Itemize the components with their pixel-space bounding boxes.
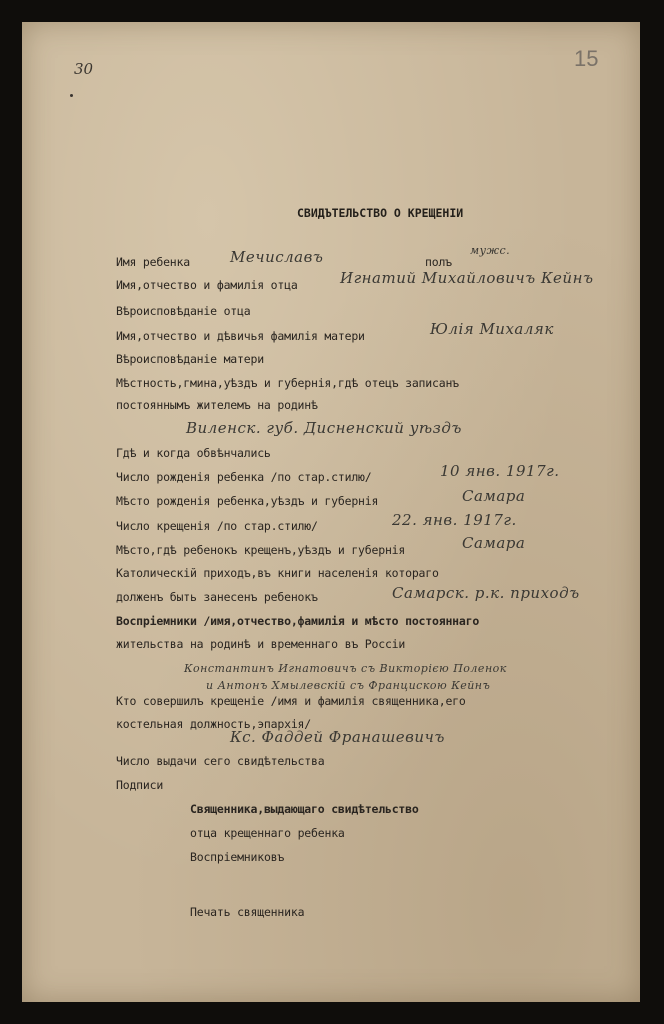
child-name-label: Имя ребенка bbox=[116, 255, 190, 269]
father-religion-label: Вѣроисповѣданіе отца bbox=[116, 304, 251, 318]
marriage-label: Гдѣ и когда обвѣнчались bbox=[116, 446, 271, 460]
document-title: СВИДЪТЕЛЬСТВО О КРЕЩЕНІИ bbox=[297, 206, 464, 220]
birth-place-value: Самара bbox=[462, 487, 526, 505]
parish-label-line1: Католическій приходъ,въ книги населенія котораго bbox=[116, 566, 439, 580]
birth-date-label: Число рожденія ребенка /по стар.стилю/ bbox=[116, 470, 372, 484]
parish-value: Самарск. р.к. приходъ bbox=[392, 584, 580, 602]
godparents-label-line2: жительства на родинѣ и временнаго въ Россіи bbox=[116, 637, 406, 651]
signatures-label: Подписи bbox=[116, 778, 164, 792]
sex-label: полъ bbox=[425, 255, 452, 269]
baptism-date-value: 22. янв. 1917г. bbox=[392, 511, 517, 529]
godparents-value-line2: и Антонъ Хмылевскій съ Францискою Кейнъ bbox=[206, 679, 491, 692]
residence-label-line1: Мѣстность,гмина,уѣздъ и губернія,гдѣ отецъ записанъ bbox=[116, 376, 459, 390]
page-number: 30 bbox=[74, 60, 94, 78]
father-value: Игнатий Михайловичъ Кейнъ bbox=[340, 269, 594, 287]
baptism-place-value: Самара bbox=[462, 534, 526, 552]
mother-religion-label: Вѣроисповѣданіе матери bbox=[116, 352, 264, 366]
godparents-label-line1: Воспріемники /имя,отчество,фамилія и мѣсто постояннаго bbox=[116, 614, 480, 628]
seal-label: Печать священника bbox=[190, 905, 305, 919]
signature-godparents-label: Воспріемниковъ bbox=[190, 850, 285, 864]
archive-number: 15 bbox=[574, 46, 599, 71]
baptism-place-label: Мѣсто,гдѣ ребенокъ крещенъ,уѣздъ и губернія bbox=[116, 543, 406, 557]
mother-value: Юлія Михаляк bbox=[430, 320, 554, 338]
baptism-date-label: Число крещенія /по стар.стилю/ bbox=[116, 519, 318, 533]
godparents-value-line1: Константинъ Игнатовичъ съ Викторією Поленок bbox=[184, 662, 507, 675]
priest-label-line1: Кто совершилъ крещеніе /имя и фамилія священника,его bbox=[116, 694, 466, 708]
priest-value: Кс. Фаддей Франашевичъ bbox=[230, 728, 445, 746]
signature-father-label: отца крещеннаго ребенка bbox=[190, 826, 345, 840]
residence-value: Виленск. губ. Дисненский уѣздъ bbox=[186, 419, 462, 437]
issue-date-label: Число выдачи сего свидѣтельства bbox=[116, 754, 325, 768]
mother-label: Имя,отчество и дѣвичья фамилія матери bbox=[116, 329, 365, 343]
parish-label-line2: долженъ быть занесенъ ребенокъ bbox=[116, 590, 318, 604]
sex-value: мужс. bbox=[470, 244, 511, 257]
birth-date-value: 10 янв. 1917г. bbox=[440, 462, 560, 480]
child-name-value: Мечиславъ bbox=[230, 248, 324, 266]
priest-label-line2: костельная должность,эпархія/ bbox=[116, 717, 311, 731]
signature-priest-label: Священника,выдающаго свидѣтельство bbox=[190, 802, 419, 816]
residence-label-line2: постояннымъ жителемъ на родинѣ bbox=[116, 398, 318, 412]
birth-place-label: Мѣсто рожденія ребенка,уѣздъ и губернія bbox=[116, 494, 379, 508]
ink-dot bbox=[70, 94, 73, 97]
document-page bbox=[22, 22, 640, 1002]
father-label: Имя,отчество и фамилія отца bbox=[116, 278, 298, 292]
